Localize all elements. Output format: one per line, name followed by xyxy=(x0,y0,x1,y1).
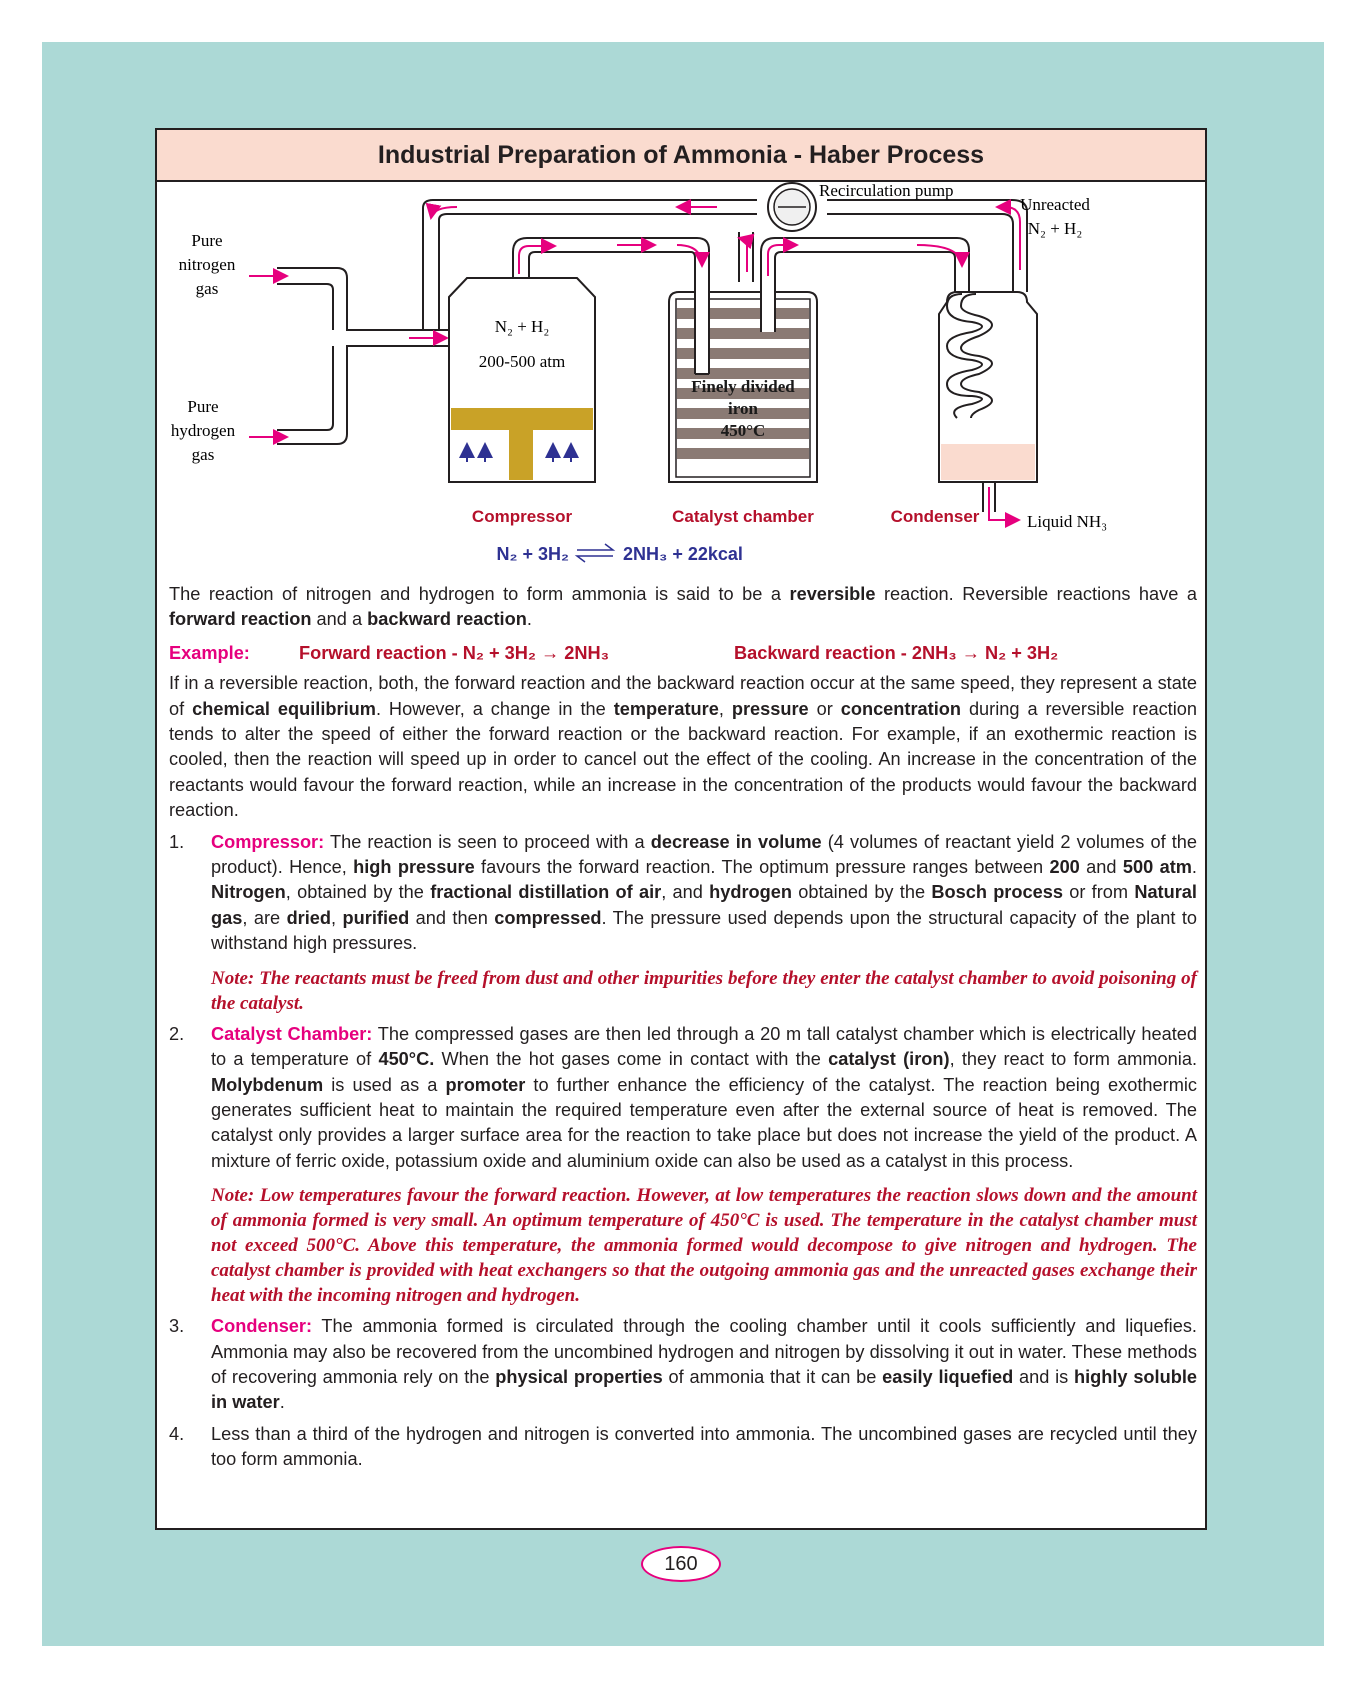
list-item-compressor: 1. Compressor: The reaction is seen to proceed with a decrease in volume (4 volumes of reactant yield 2 volumes of the product). Hence, high pressure favours the forward reaction. The optimum pressure ranges between 200 and 500 atm. Nitrogen, obtained by the fractional distillation of air, and hydrogen obtained by the Bosch process or from Natural gas, are dried, purified and then compressed. The pressure used depends upon the structural capacity of the plant to withstand high pressures. Note: The reactants must be freed from dust and other impurities before they enter the catalyst chamber to avoid poisoning of the catalyst. xyxy=(169,831,1198,1014)
compressor-label: Compressor xyxy=(471,507,573,526)
equilibrium-paragraph: If in a reversible reaction, both, the forward reaction and the backward reaction occur at the same speed, they represent a state of chemical equilibrium. However, a change in the temperature, pressure or concentration during a reversible reaction tends to alter the speed of either the forward reaction or the backward reaction. For example, if an exothermic reaction is cooled, then the reaction will speed up in order to cancel out the effect of the cooling. An increase in the concentration of the reactants would favour the forward reaction, while an increase in the concentration of the products would favour the backward reaction. xyxy=(169,673,1197,821)
compressor-pressure-label: 200-500 atm xyxy=(478,352,566,371)
unreacted-label-line1: Unreacted xyxy=(1020,195,1090,214)
content-box xyxy=(155,128,1207,1530)
page-title: Industrial Preparation of Ammonia - Haber Process xyxy=(157,130,1205,182)
recirculation-pump xyxy=(768,183,816,231)
note-compressor: Note: The reactants must be freed from dust and other impurities before they enter the catalyst chamber to avoid poisoning of the catalyst. xyxy=(211,967,1197,1014)
catalyst-text-line1: Finely divided xyxy=(691,377,795,396)
return-arrow-left xyxy=(431,207,457,218)
text-content xyxy=(169,582,1197,1479)
flow-arrow-out-catalyst xyxy=(768,245,797,276)
equilibrium-arrows xyxy=(577,544,613,562)
list-item-catalyst: 2. Catalyst Chamber: The compressed gases are then led through a 20 m tall catalyst chamber which is electrically heated to a temperature of 450°C. When the hot gases come in contact with the catalyst (iron), they react to form ammonia. Molybdenum is used as a promoter to further enhance the efficiency of the catalyst. The reaction being exothermic generates sufficient heat to maintain the required temperature even after the external source of heat is removed. The catalyst only provides a larger surface area for the reaction to take place but does not increase the yield of the product. A mixture of ferric oxide, potassium oxide and aluminium oxide can also be used as a catalyst in this process. Note: Low temperatures favour the forward reaction. However, at low temperatures the reaction slows down and the amount of ammonia formed is very small. An optimum temperature of 450°C is used. The temperature in the catalyst chamber must not exceed 500°C. Above this temperature, the ammonia formed would decompose to give nitrogen and hydrogen. The catalyst chamber is provided with heat exchangers so that the outgoing ammonia gas and the unreacted gases exchange their heat with the incoming nitrogen and hydrogen. xyxy=(169,1023,1197,1307)
nitrogen-label-line3: gas xyxy=(195,279,219,298)
backward-reaction: Backward reaction - 2NH₃ → N₂ + 3H₂ xyxy=(734,642,1059,663)
process-list xyxy=(169,830,1197,1473)
example-label: Example: xyxy=(169,642,250,663)
hydrogen-label-line3: gas xyxy=(191,445,215,464)
flow-arrow-up xyxy=(519,246,555,274)
condenser xyxy=(939,292,1037,512)
catalyst-chamber-label: Catalyst chamber xyxy=(672,507,814,526)
intro-paragraph: The reaction of nitrogen and hydrogen to form ammonia is said to be a reversible reaction. Reversible reactions have a forward reaction and a backward reaction. xyxy=(169,584,1197,630)
compressor-gas-label: N₂ + H₂ xyxy=(494,317,550,336)
example-row xyxy=(169,641,1197,666)
page-number: 160 xyxy=(641,1546,721,1582)
flow-arrow-down xyxy=(677,245,702,266)
equation-right: 2NH₃ + 22kcal xyxy=(623,544,743,564)
haber-process-diagram xyxy=(157,182,1205,582)
list-item-recycle: 4. Less than a third of the hydrogen and nitrogen is converted into ammonia. The uncombined gases are recycled until they too form ammonia. xyxy=(169,1423,1197,1470)
condenser-label: Condenser xyxy=(890,507,980,526)
hydrogen-label-line2: hydrogen xyxy=(170,421,236,440)
equation-left: N₂ + 3H₂ xyxy=(496,544,569,564)
catalyst-text-line2: iron xyxy=(728,399,758,418)
pump-label: Recirculation pump xyxy=(819,182,954,200)
liquid-outlet-arrow xyxy=(989,487,1019,520)
nitrogen-label-line2: nitrogen xyxy=(178,255,236,274)
nitrogen-label-line1: Pure xyxy=(191,231,223,250)
catalyst-text-line3: 450°C xyxy=(720,421,766,440)
flow-arrow-to-pump xyxy=(739,238,747,272)
list-item-condenser: 3. Condenser: The ammonia formed is circulated through the cooling chamber until it cools sufficiently and liquefies. Ammonia may also be recovered from the uncombined hydrogen and nitrogen by dissolving it out in water. These methods of recovering ammonia rely on the physical properties of ammonia that it can be easily liquefied and is highly soluble in water. xyxy=(169,1316,1197,1413)
note-catalyst: Note: Low temperatures favour the forward reaction. However, at low temperatures the reaction slows down and the amount of ammonia formed is very small. An optimum temperature of 450°C is used. The temperature in the catalyst chamber must not exceed 500°C. Above this temperature, the ammonia formed would decompose to give nitrogen and hydrogen. The catalyst chamber is provided with heat exchangers so that the outgoing ammonia gas and the unreacted gases exchange their heat with the incoming nitrogen and hydrogen. xyxy=(211,1185,1197,1307)
unreacted-label-line2: N₂ + H₂ xyxy=(1027,219,1083,238)
inlet-pipes xyxy=(277,268,477,444)
liquid-ammonia-label: Liquid NH₃ xyxy=(1027,512,1108,531)
compressor xyxy=(449,278,595,482)
forward-reaction: Forward reaction - N₂ + 3H₂ → 2NH₃ xyxy=(299,642,610,663)
hydrogen-label-line1: Pure xyxy=(187,397,219,416)
